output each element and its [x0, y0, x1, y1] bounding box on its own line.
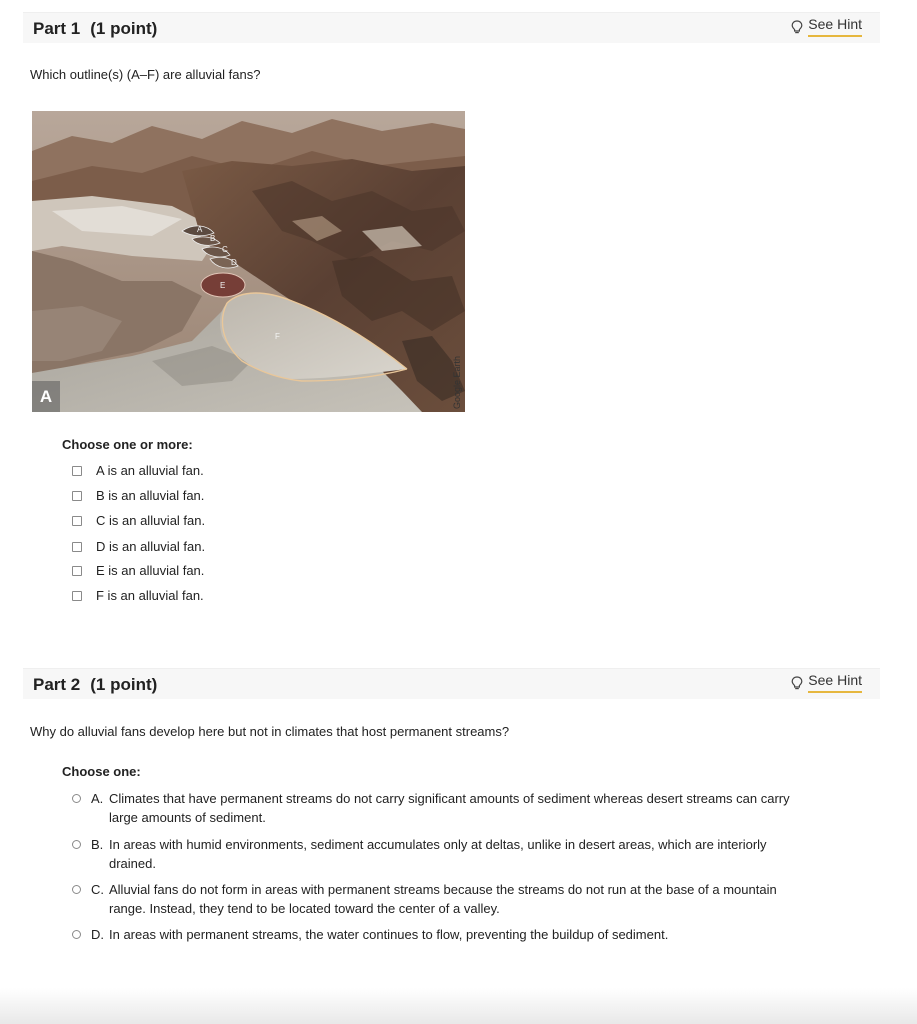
outline-label-e: E — [220, 281, 226, 290]
outline-label-c: C — [222, 245, 228, 254]
radio-icon[interactable] — [72, 794, 81, 803]
option-checkbox-b[interactable] — [72, 488, 204, 503]
radio-icon[interactable] — [72, 840, 81, 849]
option-checkbox-d[interactable] — [72, 539, 205, 554]
part2-choose-label: Choose one: — [62, 764, 141, 779]
figure-credit: Google Earth — [452, 355, 462, 409]
part2-question: Why do alluvial fans develop here but not in climates that host permanent streams? — [30, 724, 510, 739]
checkbox-icon[interactable] — [72, 491, 82, 501]
lightbulb-icon — [791, 676, 803, 690]
checkbox-icon[interactable] — [72, 566, 82, 576]
option-text-b: In areas with humid environments, sediment accumulates only at deltas, unlike in desert areas, which are interiorly drained. — [109, 837, 767, 871]
option-label-e: E is an alluvial fan. — [96, 563, 205, 578]
outline-label-d: D — [231, 258, 237, 267]
option-radio-d[interactable] — [72, 925, 792, 944]
lightbulb-icon — [791, 20, 803, 34]
option-letter-a: A. — [91, 791, 104, 806]
part2-hint-label: See Hint — [808, 672, 862, 693]
option-label-b: B is an alluvial fan. — [96, 488, 205, 503]
part2-see-hint-button[interactable] — [791, 672, 862, 693]
option-text-c: Alluvial fans do not form in areas with permanent streams because the streams do not run at the base of a mountain range. Instead, they tend to be located toward the center of a valley. — [109, 882, 777, 916]
radio-icon[interactable] — [72, 885, 81, 894]
checkbox-icon[interactable] — [72, 542, 82, 552]
part2-title — [33, 675, 157, 695]
option-checkbox-e[interactable] — [72, 563, 204, 578]
part1-hint-label: See Hint — [808, 16, 862, 37]
option-text-d: In areas with permanent streams, the water continues to flow, preventing the buildup of sediment. — [109, 927, 669, 942]
option-text-a: Climates that have permanent streams do not carry significant amounts of sediment whereas desert streams can carry large amounts of sediment. — [109, 791, 790, 825]
part2-header — [23, 668, 880, 699]
outline-label-b: B — [210, 234, 216, 243]
outline-label-f: F — [275, 332, 280, 341]
option-letter-b: B. — [91, 837, 104, 852]
part1-choose-label: Choose one or more: — [62, 437, 193, 452]
part1-points: (1 point) — [90, 19, 158, 38]
radio-icon[interactable] — [72, 930, 81, 939]
option-checkbox-f[interactable] — [72, 588, 204, 603]
part1-see-hint-button[interactable] — [791, 16, 862, 37]
option-label-f: F is an alluvial fan. — [96, 588, 204, 603]
alluvial-fan-figure — [32, 111, 465, 412]
part1-title — [33, 19, 157, 39]
outline-label-a: A — [197, 225, 203, 234]
option-letter-d: D. — [91, 927, 104, 942]
option-radio-c[interactable] — [72, 880, 792, 918]
option-checkbox-a[interactable] — [72, 463, 204, 478]
option-label-a: A is an alluvial fan. — [96, 463, 204, 478]
option-letter-c: C. — [91, 882, 104, 897]
option-label-d: D is an alluvial fan. — [96, 539, 206, 554]
checkbox-icon[interactable] — [72, 516, 82, 526]
option-checkbox-c[interactable] — [72, 513, 205, 528]
part1-question: Which outline(s) (A–F) are alluvial fans? — [30, 67, 261, 82]
option-label-c: C is an alluvial fan. — [96, 513, 206, 528]
option-radio-a[interactable] — [72, 789, 792, 827]
checkbox-icon[interactable] — [72, 591, 82, 601]
figure-panel-label: A — [39, 387, 53, 406]
checkbox-icon[interactable] — [72, 466, 82, 476]
part2-points: (1 point) — [90, 675, 158, 694]
part1-label: Part 1 — [33, 19, 81, 38]
option-radio-b[interactable] — [72, 835, 792, 873]
satellite-image — [32, 111, 465, 412]
bottom-shadow — [0, 988, 917, 1024]
part1-header — [23, 12, 880, 43]
part2-label: Part 2 — [33, 675, 81, 694]
